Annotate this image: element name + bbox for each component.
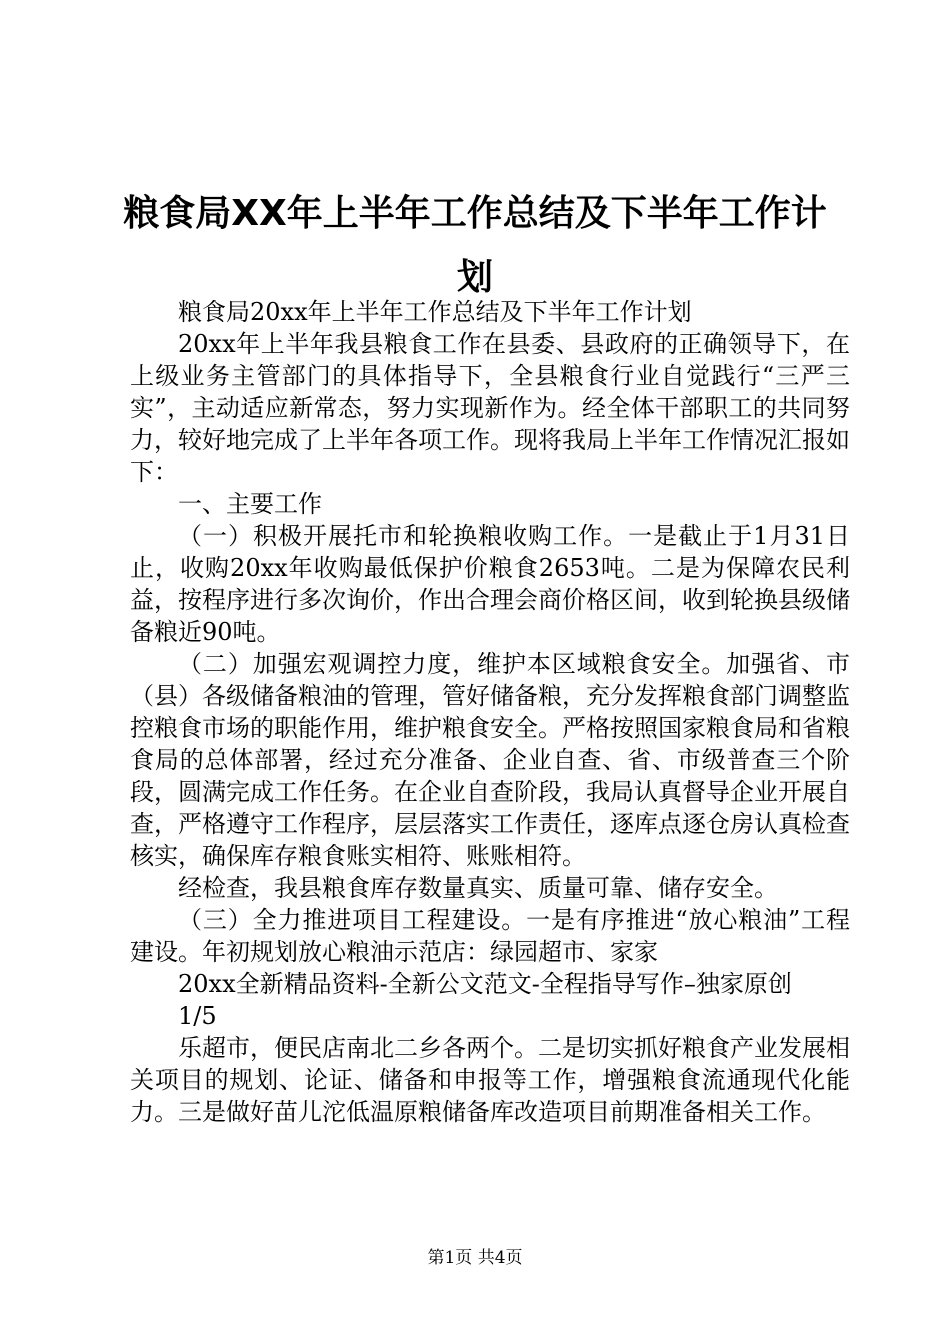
paragraph-item-1: （一）积极开展托市和轮换粮收购工作。一是截止于1月31日止，收购20xx年收购最低保护价粮食2653吨。二是为保障农民利益，按程序进行多次询价，作出合理会商价格区间，收到轮换县级储备粮近90吨。 [130, 522, 850, 646]
paragraph-subtitle: 粮食局20xx年上半年工作总结及下半年工作计划 [178, 298, 692, 326]
page-footer: 第1页 共4页 [427, 1248, 523, 1268]
paragraph-item-2: （二）加强宏观调控力度，维护本区域粮食安全。加强省、市（县）各级储备粮油的管理，管好储备粮，充分发挥粮食部门调整监控粮食市场的职能作用，维护粮食安全。严格按照国家粮食局和省粮食局的总体部署，经过充分准备、企业自查、省、市级普查三个阶段，圆满完成工作任务。在企业自查阶段，我局认真督导企业开展自查，严格遵守工作程序，层层落实工作责任，逐库点逐仓房认真检查核实，确保库存粮食账实相符、账账相符。 [130, 650, 850, 870]
paragraph-inspection: 经检查，我县粮食库存数量真实、质量可靠、储存安全。 [178, 874, 778, 902]
paragraph-continuation: 乐超市，便民店南北二乡各两个。二是切实抓好粮食产业发展相关项目的规划、论证、储备和申报等工作，增强粮食流通现代化能力。三是做好苗儿沱低温原粮储备库改造项目前期准备相关工作。 [130, 1034, 850, 1126]
paragraph-item-3: （三）全力推进项目工程建设。一是有序推进“放心粮油”工程建设。年初规划放心粮油示范店：绿园超市、家家 [130, 906, 850, 966]
paragraph-intro: 20xx年上半年我县粮食工作在县委、县政府的正确领导下，在上级业务主管部门的具体指导下，全县粮食行业自觉践行“三严三实”，主动适应新常态，努力实现新作为。经全体干部职工的共同努力，较好地完成了上半年各项工作。现将我局上半年工作情况汇报如下： [130, 330, 850, 486]
section-heading-main-work: 一、主要工作 [178, 490, 322, 518]
promo-line: 20xx全新精品资料-全新公文范文-全程指导写作–独家原创 [178, 970, 792, 998]
document-body [130, 296, 850, 1128]
document-title: 粮食局XX年上半年工作总结及下半年工作计划 [123, 193, 827, 298]
inline-page-marker: 1/5 [178, 1002, 217, 1030]
